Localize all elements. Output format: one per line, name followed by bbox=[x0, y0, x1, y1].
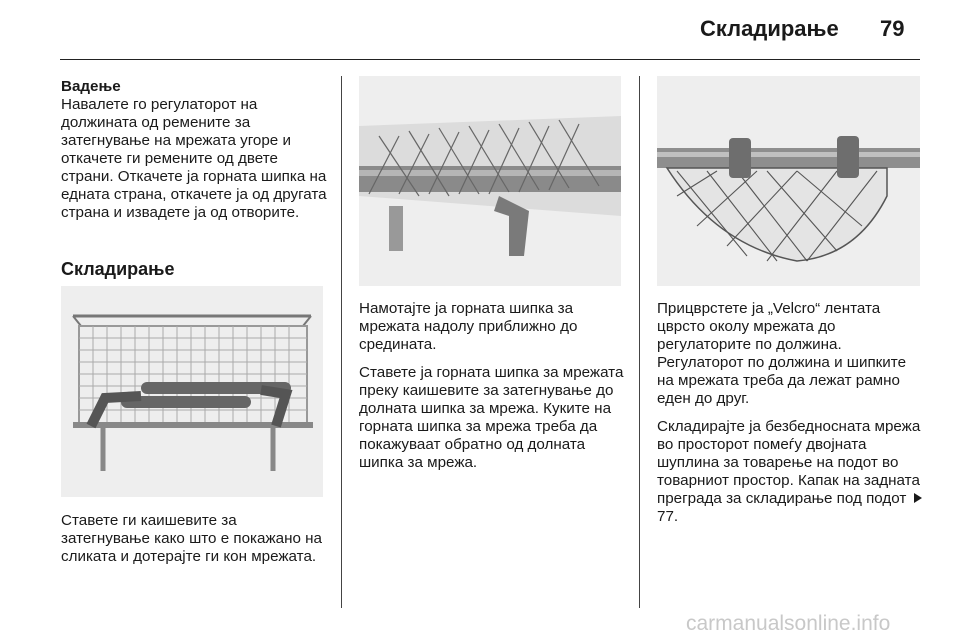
figure-net-straps bbox=[61, 286, 323, 497]
removal-paragraph: Навалете го регулаторот на должината од ремените за затегнување на мрежата угоре и откачете ги ремените од двете страни. Откачете ја горната шипка на едната страна, откачете ја од другата страна и извадете ја од отворите. bbox=[61, 96, 327, 221]
column-divider-1 bbox=[341, 76, 342, 608]
storage-paragraph bbox=[657, 418, 925, 526]
rod-over-straps-illustration bbox=[359, 76, 621, 286]
page-title: Складирање bbox=[700, 16, 839, 41]
rod-wind-paragraph: Намотајте ја горната шипка за мрежата надолу приближно до средината. bbox=[359, 300, 578, 353]
column-2-text bbox=[359, 300, 627, 482]
column-1-text bbox=[61, 78, 329, 232]
removal-subheading: Вадење bbox=[61, 78, 121, 95]
velcro-paragraph: Прицврстете ја „Velcro“ лентата цврсто околу мрежата до регулаторите по должина. Регулаторот по должина и шипките на мрежата треба да лежат рамно еден до друг. bbox=[657, 300, 907, 407]
column-3-text bbox=[657, 300, 925, 536]
net-straps-illustration bbox=[61, 286, 323, 497]
figure-rod-over-straps bbox=[359, 76, 621, 286]
page-number: 79 bbox=[880, 16, 905, 41]
velcro-fasten-illustration bbox=[657, 76, 920, 286]
figure-velcro-fasten bbox=[657, 76, 920, 286]
storage-paragraph-text: Складирајте ја безбедносната мрежа во просторот помеѓу двојната шуплина за товарење на подот во товарниот простор. Капак на задната преграда за складирање под подот bbox=[657, 418, 921, 507]
page-ref-arrow-icon bbox=[914, 493, 922, 503]
storage-heading: Складирање bbox=[61, 259, 175, 279]
page-ref-link[interactable]: 77. bbox=[657, 508, 679, 525]
header-rule bbox=[60, 59, 920, 60]
rod-place-paragraph: Ставете ја горната шипка за мрежата преку каишевите за затегнување до долната шипка за мрежа. Куките на горната шипка за мрежа треба да покажуваат обратно од долната шипка за мрежа. bbox=[359, 364, 624, 471]
footer-watermark: carmanualsonline.info bbox=[686, 612, 891, 635]
column-divider-2 bbox=[639, 76, 640, 608]
figure-1-caption: Ставете ги каишевите за затегнување како што е покажано на сликата и дотерајте ги кон мрежата. bbox=[61, 512, 322, 565]
